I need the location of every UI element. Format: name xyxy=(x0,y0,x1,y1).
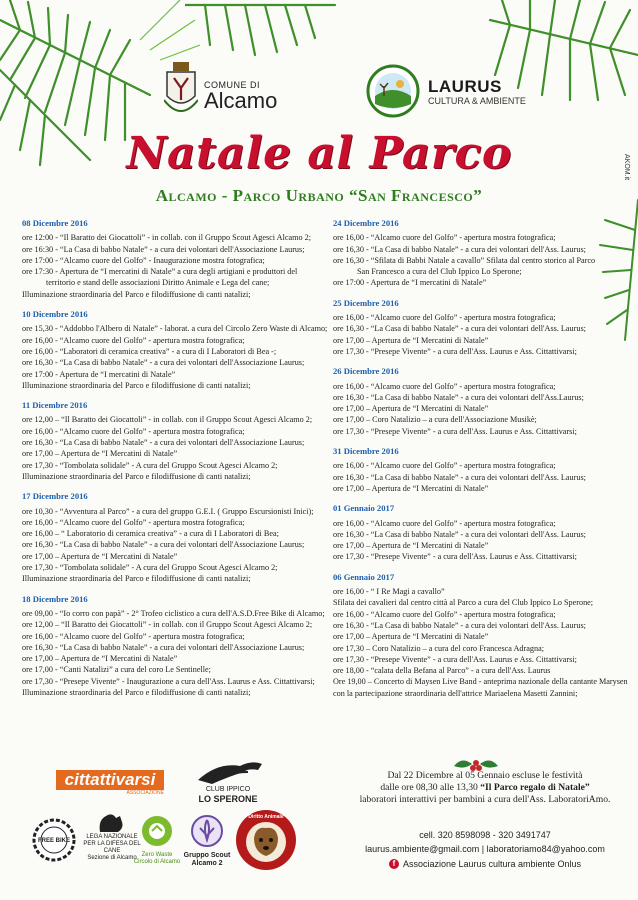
schedule-day xyxy=(333,218,623,289)
schedule-date: 06 Gennaio 2017 xyxy=(333,571,395,582)
laurus-logo-text xyxy=(428,78,526,106)
laurus-name: LAURUS xyxy=(428,77,502,96)
schedule-entry: ore 17,30 - “Presepe Vivente” - Inaugurazione a cura dell'Ass. Laurus e Ass. Cittattivarsi; xyxy=(22,676,315,686)
lega-cane-sub: Sezione di Alcamo xyxy=(87,855,137,861)
schedule-day xyxy=(22,491,322,584)
schedule-day xyxy=(22,309,328,391)
schedule-day xyxy=(333,298,623,357)
footer-dates-line: Dal 22 Dicembre al 05 Gennaio escluse le festività xyxy=(387,770,583,781)
facebook-icon: f xyxy=(389,859,399,869)
schedule-entry: ore 17,00 – Apertura de “I Mercatini di Natale” xyxy=(22,449,178,459)
scout-fleur-icon xyxy=(190,814,224,850)
schedule-entry: ore 16,30 - “La Casa di babbo Natale” - a cura dei volontari dell'Ass. Laurus; xyxy=(333,529,586,539)
schedule-date: 24 Dicembre 2016 xyxy=(333,218,399,228)
freebike-label: FREE BIKE xyxy=(37,838,70,844)
schedule-entry: ore 17,30 - “Presepe Vivente” - a cura dell'Ass. Laurus e Ass. Cittattivarsi; xyxy=(333,346,577,356)
schedule-entry: ore 17:00 - “Alcamo cuore del Golfo” - Inaugurazione mostra fotografica; xyxy=(22,255,265,265)
schedule-entry: ore 17,30 - “Presepe Vivente” - a cura dell'Ass. Laurus e Ass. Cittattivarsi; xyxy=(333,552,577,562)
comune-small-label: COMUNE DI xyxy=(204,80,260,90)
schedule-entry: ore 16,30 - “La Casa di babbo Natale” - a cura dei volontari dell'Ass. Laurus; xyxy=(333,472,586,482)
schedule-entry: ore 16,00 - “Alcamo cuore del Golfo” - apertura mostra fotografica; xyxy=(333,461,556,471)
schedule-entry: Illuminazione straordinaria del Parco e filodiffusione di canti natalizi; xyxy=(22,380,251,390)
schedule-entry: ore 16,00 - “Alcamo cuore del Golfo” - apertura mostra fotografica; xyxy=(333,381,556,391)
schedule-day xyxy=(333,503,623,562)
schedule-entry: ore 16,30 - “La Casa di babbo Natale” - a cura dei volontari dell'Associazione Laurus; xyxy=(22,358,305,368)
zero-waste-logo-icon xyxy=(140,814,174,848)
footer-hours: dalle ore 08,30 alle 13,30 xyxy=(380,782,478,793)
schedule-entry: ore 12,00 – “Il Baratto dei Giocattoli” - in collab. con il Gruppo Scout Agesci Alcamo 2; xyxy=(22,620,313,630)
schedule-entry: ore 16,00 - “Alcamo cuore del Golfo” - apertura mostra fotografica; xyxy=(22,631,245,641)
schedule-entry: ore 16,00 - “Alcamo cuore del Golfo” - apertura mostra fotografica; xyxy=(22,335,245,345)
schedule-date: 18 Dicembre 2016 xyxy=(22,593,88,604)
schedule-day xyxy=(22,218,322,300)
schedule-column-left xyxy=(22,218,328,707)
schedule-date: 17 Dicembre 2016 xyxy=(22,491,88,502)
schedule-entry: San Francesco a cura del Club Ippico Lo Sperone; xyxy=(357,267,522,277)
schedule-day xyxy=(22,593,325,699)
schedule-date: 11 Dicembre 2016 xyxy=(22,400,88,411)
cittattivarsi-sub: ASSOCIAZIONE xyxy=(126,790,164,796)
schedule-entry: Sfilata dei cavalieri dal centro città al Parco a cura del Club Ippico Lo Sperone; xyxy=(333,598,594,608)
schedule-entry: ore 17,00 – Apertura de “I Mercatini di Natale” xyxy=(22,551,178,561)
schedule-day xyxy=(22,400,322,482)
schedule-entry: ore 16,00 - “Alcamo cuore del Golfo” - apertura mostra fotografica; xyxy=(22,426,245,436)
schedule-entry: ore 12:00 - “Il Baratto dei Giocattoli” - in collab. con il Gruppo Scout Agesci Alcamo 2; xyxy=(22,233,311,243)
cittattivarsi-logo xyxy=(56,770,164,796)
schedule-entry: ore 17,00 – Apertura de “I Mercatini di Natale” xyxy=(333,632,489,642)
schedule-entry: ore 17,00 – Apertura de “I Mercatini di Natale” xyxy=(333,335,489,345)
schedule-date: 10 Dicembre 2016 xyxy=(22,309,88,320)
schedule-entry: territorio e stand delle associazioni Diritto Animale e Lega del cane; xyxy=(46,278,270,288)
schedule-entry: ore 17:00 - Apertura de “I mercatini di Natale” xyxy=(22,369,176,379)
event-title: Natale al Parco xyxy=(126,128,512,179)
schedule-entry: ore 18,00 - “calata della Befana al Parco” - a cura dell'Ass. Laurus xyxy=(333,666,551,676)
schedule-entry: Illuminazione straordinaria del Parco e filodiffusione di canti natalizi; xyxy=(22,574,251,584)
schedule-entry: Illuminazione straordinaria del Parco e filodiffusione di canti natalizi; xyxy=(22,687,251,697)
schedule-entry: ore 12,00 – “Il Baratto dei Giocattoli” - in collab. con il Gruppo Scout Agesci Alcamo 2; xyxy=(22,415,313,425)
schedule-entry: ore 16,30 - “La Casa di babbo Natale” - a cura dei volontari dell'Associazione Laurus; xyxy=(22,642,305,652)
schedule-entry: ore 17,00 – Coro Natalizio – a cura dell'Associazione Musikè; xyxy=(333,415,537,425)
facebook-row xyxy=(389,857,581,871)
schedule-entry: ore 16,30 - “La Casa di babbo Natale” - a cura dei volontari dell'Ass. Laurus; xyxy=(333,244,586,254)
side-credit-tag: AKOM.it xyxy=(623,154,630,181)
footer-event-name: “Il Parco regalo di Natale” xyxy=(480,782,590,793)
diritto-animale-label: Diritto Animale xyxy=(248,814,284,820)
schedule-day xyxy=(333,571,628,699)
alcamo-crest-icon xyxy=(164,62,198,118)
schedule-entry: ore 16,00 - “Alcamo cuore del Golfo” - apertura mostra fotografica; xyxy=(333,233,556,243)
schedule-entry: ore 16,30 - “La Casa di babbo Natale” - a cura dei volontari dell'Associazione Laurus; xyxy=(22,540,305,550)
contacts xyxy=(345,828,625,871)
lega-cane-name: LEGA NAZIONALE PER LA DIFESA DEL CANE xyxy=(83,834,141,854)
scout-name: Gruppo Scout xyxy=(183,852,231,859)
zero-waste-sub: Circolo di Alcamo xyxy=(133,859,181,865)
footer-workshops-line: laboratori interattivi per bambini a cura dell'Ass. LaboratoriAmo. xyxy=(359,794,611,805)
schedule-entry: ore 17,30 - “Tombolata solidale” - A cura del Gruppo Scout Agesci Alcamo 2; xyxy=(22,563,278,573)
schedule-entry: ore 17,00 – Apertura de “I Mercatini di Natale” xyxy=(22,654,178,664)
pine-branch-top-center xyxy=(185,0,345,60)
schedule-entry: ore 16,30 - “La Casa di babbo Natale” - a cura dei volontari dell'Associazione Laurus; xyxy=(22,438,305,448)
schedule-date: 26 Dicembre 2016 xyxy=(333,366,399,377)
ippico-small-label: CLUB IPPICO xyxy=(205,786,251,793)
schedule-entry: ore 16,00 – “ Laboratorio di ceramica creativa” - a cura di I Laboratori di Bea; xyxy=(22,529,279,539)
schedule-entry: ore 16,30 - “La Casa di babbo Natale” - a cura dei volontari dell'Ass. Laurus; xyxy=(333,324,586,334)
schedule-entry: ore 16,30 - “La Casa di babbo Natale” - a cura dei volontari dell'Ass.Laurus; xyxy=(333,392,584,402)
schedule-entry: con la partecipazione straordinaria dell'attrice Mariaelena Masetti Zannini; xyxy=(333,688,578,698)
schedule-entry: ore 17,30 - “Presepe Vivente” - a cura dell'Ass. Laurus e Ass. Cittattivarsi; xyxy=(333,426,577,436)
laurus-tagline: CULTURA & AMBIENTE xyxy=(428,96,526,106)
email-addresses: laurus.ambiente@gmail.com | laboratoriamo84@yahoo.com xyxy=(365,844,605,854)
schedule-entry: ore 17,30 - “Presepe Vivente” - a cura dell'Ass. Laurus e Ass. Cittattivarsi; xyxy=(333,654,577,664)
schedule-date: 01 Gennaio 2017 xyxy=(333,503,395,514)
schedule-entry: ore 09,00 - “Io corro con papà” - 2° Trofeo ciclistico a cura dell'A.S.D.Free Bike di Alcamo; xyxy=(22,608,325,618)
schedule-entry: ore 16,30 - “Sfilata di Babbi Natale a cavallo” Sfilata dal centro storico al Parco xyxy=(333,255,596,265)
schedule-entry: ore 17,00 - “Canti Natalizi” a cura del coro Le Sentinelle; xyxy=(22,665,211,675)
schedule-day xyxy=(333,446,623,494)
schedule-entry: Ore 19,00 – Concerto di Maysen Live Band - anteprima nazionale della cantante Marysen xyxy=(333,677,628,687)
scout-sub: Alcamo 2 xyxy=(191,860,223,867)
event-subtitle: Alcamo - Parco Urbano “San Francesco” xyxy=(155,186,483,205)
laurus-logo-icon xyxy=(366,64,420,118)
schedule-entry: ore 17,30 – Coro Natalizio – a cura del coro Francesca Adragna; xyxy=(333,643,544,653)
schedule-day xyxy=(333,366,623,437)
zero-waste-label xyxy=(132,852,182,866)
schedule-entry: ore 16,00 - “ I Re Magi a cavallo” xyxy=(333,587,445,597)
lega-cane-logo-icon xyxy=(92,812,132,834)
facebook-page: Associazione Laurus cultura ambiente Onlus xyxy=(402,859,582,869)
phone-numbers: cell. 320 8598098 - 320 3491747 xyxy=(419,830,551,840)
zero-waste-name: Zero Waste xyxy=(141,852,173,858)
schedule-column-right xyxy=(333,218,628,708)
footer-info xyxy=(345,770,625,806)
schedule-entry: ore 17,00 – Apertura de “I Mercatini di Natale” xyxy=(333,483,489,493)
schedule-date: 08 Dicembre 2016 xyxy=(22,218,88,228)
schedule-entry: ore 16,30 - “La Casa di babbo Natale” - a cura dei volontari dell'Ass. Laurus; xyxy=(333,620,586,630)
schedule-entry: ore 16,00 - “Alcamo cuore del Golfo” - apertura mostra fotografica; xyxy=(333,313,556,323)
schedule-entry: ore 10,30 - “Avventura al Parco” - a cura del gruppo G.E.I. ( Gruppo Escursionisti Inici); xyxy=(22,506,314,516)
scout-label xyxy=(176,852,238,868)
schedule-entry: ore 17,00 – Apertura de “I Mercatini di Natale” xyxy=(333,541,489,551)
horse-icon xyxy=(178,758,278,788)
schedule-entry: ore 16,00 - “Laboratori di ceramica creativa” - a cura di I Laboratori di Bea -; xyxy=(22,346,277,356)
comune-logo-text xyxy=(204,80,277,112)
schedule-entry: Illuminazione straordinaria del Parco e filodiffusione di canti natalizi; xyxy=(22,471,251,481)
schedule-entry: ore 16,00 - “Alcamo cuore del Golfo” - apertura mostra fotografica; xyxy=(22,517,245,527)
schedule-entry: Illuminazione straordinaria del Parco e filodiffusione di canti natalizi; xyxy=(22,289,251,299)
cittattivarsi-name: cittattivarsi xyxy=(56,770,164,790)
footer-hours-line xyxy=(345,782,625,794)
schedule-entry: ore 17,00 – Apertura de “I Mercatini di Natale” xyxy=(333,404,489,414)
schedule-entry: ore 17,30 - “Tombolata solidale” - A cura del Gruppo Scout Agesci Alcamo 2; xyxy=(22,460,278,470)
schedule-entry: ore 17:00 - Apertura de “I mercatini di Natale” xyxy=(333,278,487,288)
schedule-date: 31 Dicembre 2016 xyxy=(333,446,399,457)
schedule-entry: ore 17:30 - Apertura de “I mercatini di Natale” a cura degli artigiani e produttori del xyxy=(22,267,298,277)
header-logos xyxy=(0,58,638,128)
schedule-entry: ore 15,30 - “Addobbo l'Albero di Natale” - laborat. a cura del Circolo Zero Waste di Alcamo; xyxy=(22,324,328,334)
schedule-entry: ore 16,00 - “Alcamo cuore del Golfo” - apertura mostra fotografica; xyxy=(333,518,556,528)
schedule-date: 25 Dicembre 2016 xyxy=(333,297,399,308)
ippico-name: LO SPERONE xyxy=(198,794,258,804)
schedule-entry: ore 16:30 - “La Casa di babbo Natale” - a cura dei volontari dell'Associazione Laurus; xyxy=(22,244,305,254)
club-ippico-logo xyxy=(178,758,278,804)
comune-name: Alcamo xyxy=(204,88,278,113)
schedule-entry: ore 16,00 - “Alcamo cuore del Golfo” - apertura mostra fotografica; xyxy=(333,609,556,619)
